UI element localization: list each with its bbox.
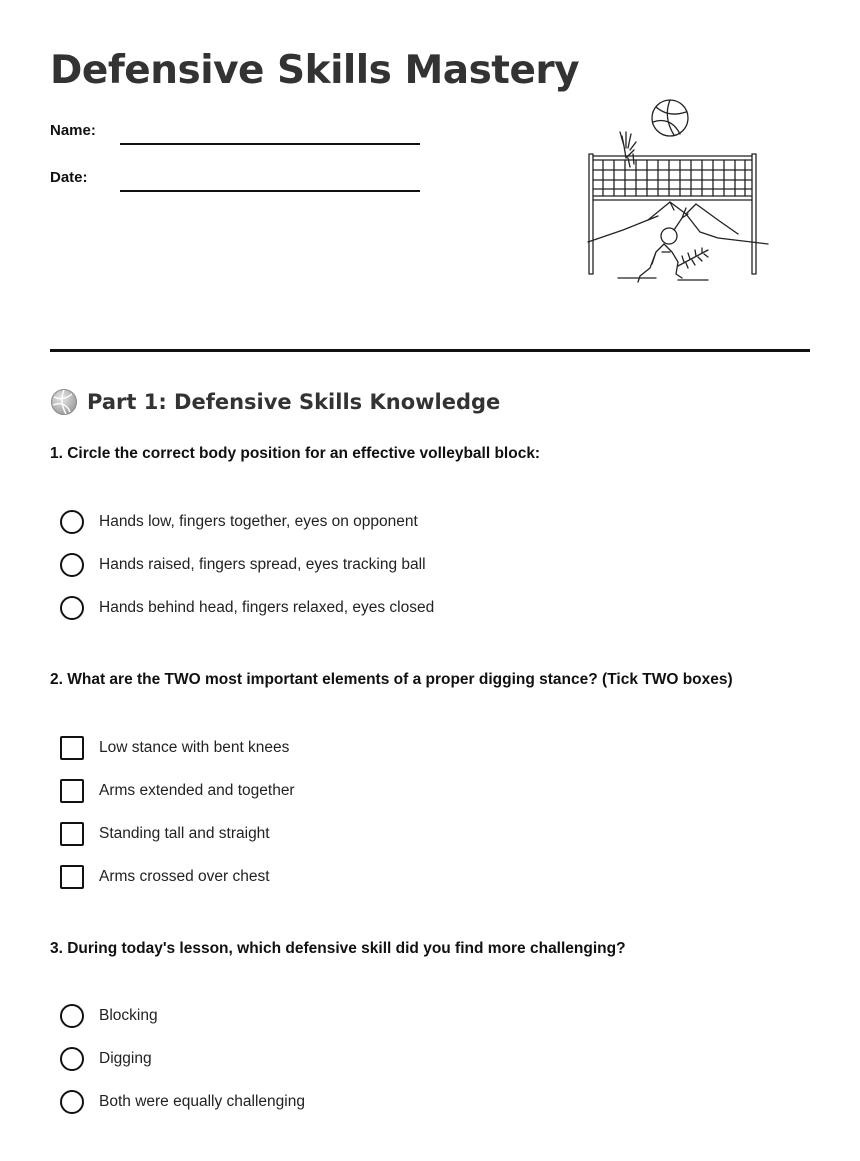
date-label: Date: xyxy=(50,169,88,186)
checkbox[interactable] xyxy=(60,865,84,889)
question-1: 1. Circle the correct body position for an effective volleyball block: xyxy=(50,445,541,462)
radio-button[interactable] xyxy=(60,1004,84,1028)
checkbox[interactable] xyxy=(60,822,84,846)
option-label: Arms extended and together xyxy=(99,782,295,799)
q2-option-4[interactable] xyxy=(60,864,270,890)
radio-button[interactable] xyxy=(60,1047,84,1071)
q2-option-2[interactable] xyxy=(60,778,295,804)
radio-button[interactable] xyxy=(60,1090,84,1114)
option-label: Standing tall and straight xyxy=(99,825,270,842)
checkbox[interactable] xyxy=(60,736,84,760)
q2-option-1[interactable] xyxy=(60,735,289,761)
q1-option-2[interactable] xyxy=(60,552,426,578)
q2-option-3[interactable] xyxy=(60,821,270,847)
radio-button[interactable] xyxy=(60,553,84,577)
volleyball-icon xyxy=(652,100,688,136)
option-label: Hands behind head, fingers relaxed, eyes closed xyxy=(99,599,435,616)
option-label: Hands low, fingers together, eyes on opponent xyxy=(99,513,418,530)
option-label: Hands raised, fingers spread, eyes tracking ball xyxy=(99,556,426,573)
part1-heading xyxy=(50,388,500,416)
q1-option-3[interactable] xyxy=(60,595,434,621)
question-3: 3. During today's lesson, which defensive skill did you find more challenging? xyxy=(50,940,626,957)
checkbox[interactable] xyxy=(60,779,84,803)
question-2: 2. What are the TWO most important elements of a proper digging stance? (Tick TWO boxes) xyxy=(50,671,733,688)
option-label: Low stance with bent knees xyxy=(99,739,290,756)
radio-button[interactable] xyxy=(60,510,84,534)
radio-button[interactable] xyxy=(60,596,84,620)
volleyball-icon xyxy=(50,388,78,416)
option-label: Arms crossed over chest xyxy=(99,868,270,885)
q1-option-1[interactable] xyxy=(60,509,418,535)
name-field[interactable] xyxy=(120,143,420,145)
option-label: Blocking xyxy=(99,1007,158,1024)
q3-option-2[interactable] xyxy=(60,1046,152,1072)
option-label: Both were equally challenging xyxy=(99,1093,305,1110)
name-label: Name: xyxy=(50,122,96,139)
section-divider xyxy=(50,349,810,352)
volleyball-net-illustration xyxy=(578,92,778,292)
section-title: Part 1: Defensive Skills Knowledge xyxy=(87,390,501,414)
q3-option-3[interactable] xyxy=(60,1089,305,1115)
date-field[interactable] xyxy=(120,190,420,192)
worksheet-title: Defensive Skills Mastery xyxy=(50,48,580,93)
option-label: Digging xyxy=(99,1050,152,1067)
q3-option-1[interactable] xyxy=(60,1003,158,1029)
